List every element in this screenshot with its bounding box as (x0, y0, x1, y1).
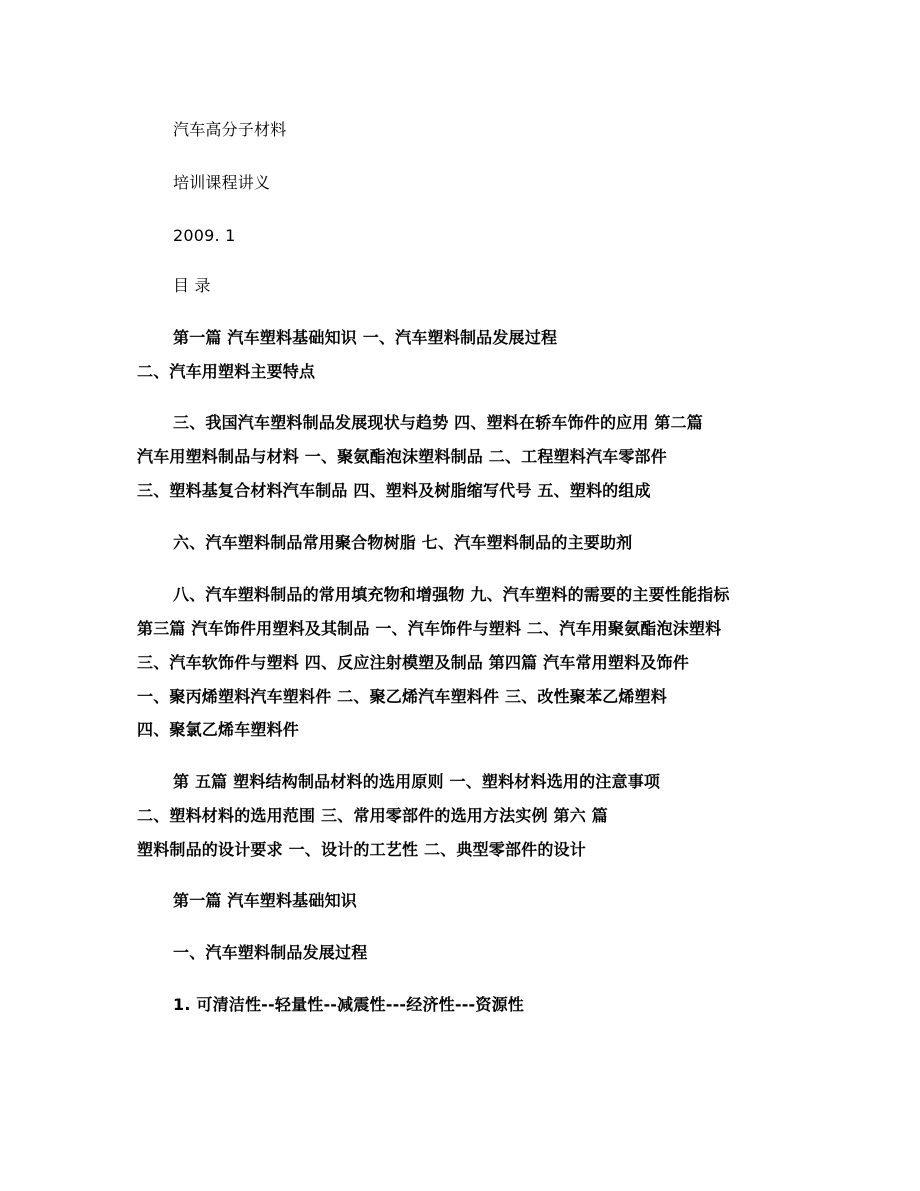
toc-line: 第 五篇 塑料结构制品材料的选用原则 一、塑料材料选用的注意事项 (173, 772, 661, 791)
document-title: 汽车高分子材料 (173, 120, 287, 139)
toc-line: 一、聚丙烯塑料汽车塑料件 二、聚乙烯汽车塑料件 三、改性聚苯乙烯塑料 (137, 687, 667, 706)
toc-line: 二、塑料材料的选用范围 三、常用零部件的选用方法实例 第六 篇 (137, 806, 608, 825)
list-item-point-1: 1. 可清洁性--轻量性--减震性---经济性---资源性 (173, 995, 524, 1014)
toc-line: 三、塑料基复合材料汽车制品 四、塑料及树脂缩写代号 五、塑料的组成 (137, 481, 651, 500)
toc-line: 三、汽车软饰件与塑料 四、反应注射模塑及制品 第四篇 汽车常用塑料及饰件 (137, 653, 689, 672)
toc-line: 四、聚氯乙烯车塑料件 (137, 720, 300, 739)
toc-line: 汽车用塑料制品与材料 一、聚氨酯泡沫塑料制品 二、工程塑料汽车零部件 (137, 447, 667, 466)
toc-heading: 目 录 (173, 276, 211, 295)
toc-line: 塑料制品的设计要求 一、设计的工艺性 二、典型零部件的设计 (137, 840, 586, 859)
toc-line: 第一篇 汽车塑料基础知识 一、汽车塑料制品发展过程 (173, 328, 558, 347)
section-heading: 第一篇 汽车塑料基础知识 (173, 891, 357, 910)
toc-line: 八、汽车塑料制品的常用填充物和增强物 九、汽车塑料的需要的主要性能指标 (173, 585, 730, 604)
toc-line: 第三篇 汽车饰件用塑料及其制品 一、汽车饰件与塑料 二、汽车用聚氨酯泡沫塑料 (137, 619, 722, 638)
subsection-heading: 一、汽车塑料制品发展过程 (173, 943, 368, 962)
toc-line: 三、我国汽车塑料制品发展现状与趋势 四、塑料在轿车饰件的应用 第二篇 (173, 413, 703, 432)
toc-line: 二、汽车用塑料主要特点 (137, 362, 316, 381)
document-date: 2009. 1 (173, 226, 236, 245)
toc-line: 六、汽车塑料制品常用聚合物树脂 七、汽车塑料制品的主要助剂 (173, 533, 633, 552)
document-subtitle: 培训课程讲义 (173, 173, 271, 192)
